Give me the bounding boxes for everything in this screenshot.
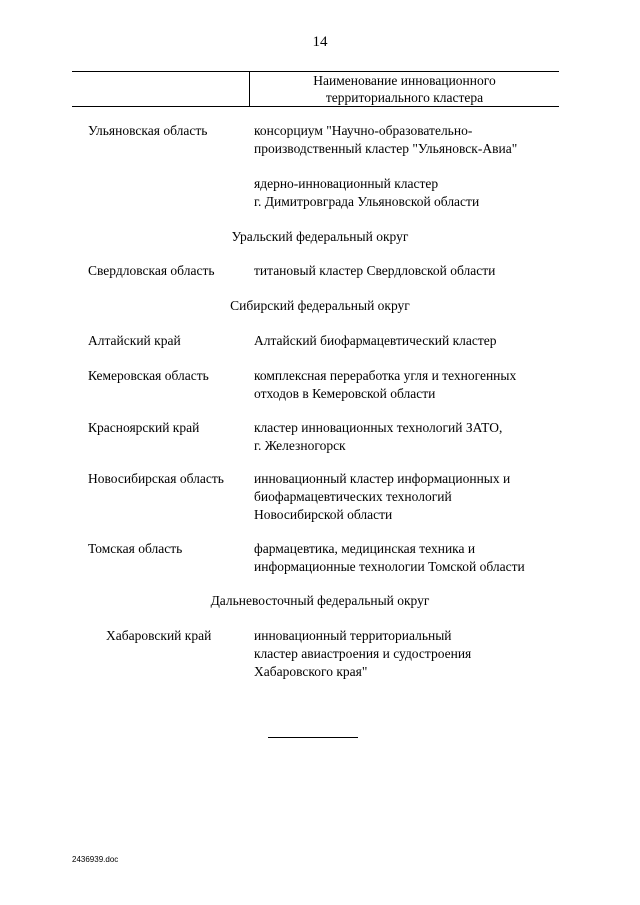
cluster-column-title: Наименование инновационного территориального кластера [313,73,496,105]
cluster-name: титановый кластер Свердловской области [254,263,496,278]
region-name: Свердловская область [88,263,215,278]
cluster-name: фармацевтика, медицинская техника и информационные технологии Томской области [254,541,525,574]
region-name: Ульяновская область [88,123,208,138]
page-number: 14 [312,34,328,50]
federal-district-heading: Сибирский федеральный округ [230,298,410,313]
table-header-bottom-rule [72,106,559,107]
region-name: Алтайский край [88,333,181,348]
cluster-name: инновационный территориальный кластер авиастроения и судостроения Хабаровского края" [254,628,472,679]
federal-district-heading: Дальневосточный федеральный округ [210,593,430,608]
cluster-name: инновационный кластер информационных и биофармацевтических технологий Новосибирской области [254,471,511,522]
document-file-code: 2436939.doc [72,855,119,864]
cluster-name: консорциум "Научно-образовательно- производственный кластер "Ульяновск-Авиа" [254,123,518,156]
cluster-name: комплексная переработка угля и техногенных отходов в Кемеровской области [254,368,517,401]
region-name: Кемеровская область [88,368,209,383]
region-name: Томская область [88,541,183,556]
end-of-table-rule [268,737,358,738]
cluster-name: Алтайский биофармацевтический кластер [254,333,497,348]
region-name: Хабаровский край [106,628,212,643]
federal-district-heading: Уральский федеральный округ [231,229,409,244]
cluster-name: ядерно-инновационный кластер г. Димитровграда Ульяновской области [254,176,480,209]
cluster-name: кластер инновационных технологий ЗАТО, г. Железногорск [254,420,503,453]
region-name: Новосибирская область [88,471,224,486]
region-name: Красноярский край [88,420,200,435]
